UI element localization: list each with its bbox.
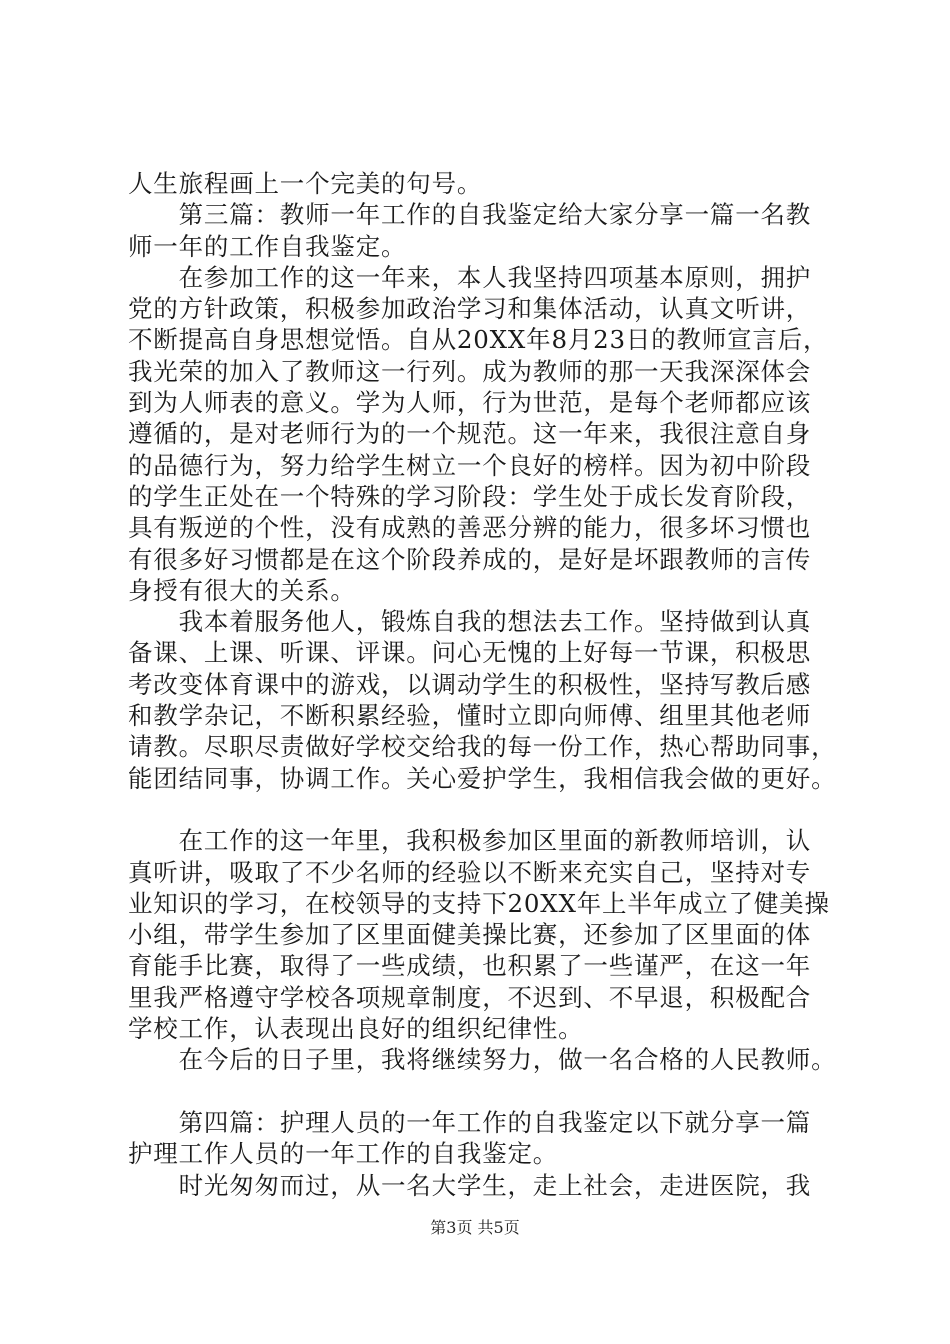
text-line: 在今后的日子里，我将继续努力，做一名合格的人民教师。	[128, 1045, 837, 1075]
text-line: 能团结同事，协调工作。关心爱护学生，我相信我会做的更好。	[128, 763, 837, 793]
text-line: 我本着服务他人，锻炼自我的想法去工作。坚持做到认真	[128, 607, 812, 637]
document-body	[128, 168, 840, 1201]
text-line: 的学生正处在一个特殊的学习阶段：学生处于成长发育阶段，	[128, 481, 812, 511]
text-line: 护理工作人员的一年工作的自我鉴定。	[128, 1139, 559, 1169]
text-line: 到为人师表的意义。学为人师，行为世范，是每个老师都应该	[128, 388, 812, 418]
text-line: 在工作的这一年里，我积极参加区里面的新教师培训，认	[128, 826, 812, 856]
text-line: 第三篇：教师一年工作的自我鉴定给大家分享一篇一名教	[128, 200, 812, 230]
text-line: 有很多好习惯都是在这个阶段养成的，是好是坏跟教师的言传	[128, 544, 812, 574]
text-line: 育能手比赛，取得了一些成绩，也积累了一些谨严，在这一年	[128, 951, 812, 981]
text-line: 人生旅程画上一个完美的句号。	[128, 169, 483, 198]
text-line: 师一年的工作自我鉴定。	[128, 231, 407, 261]
page-footer	[0, 1217, 950, 1239]
text-line: 第四篇：护理人员的一年工作的自我鉴定以下就分享一篇	[128, 1107, 812, 1137]
text-line: 时光匆匆而过，从一名大学生，走上社会，走进医院，我	[128, 1170, 812, 1200]
text-line: 学校工作，认表现出良好的组织纪律性。	[128, 1014, 584, 1044]
text-line: 具有叛逆的个性，没有成熟的善恶分辨的能力，很多坏习惯也	[128, 513, 812, 543]
text-line: 小组，带学生参加了区里面健美操比赛，还参加了区里面的体	[128, 920, 812, 950]
text-line: 在参加工作的这一年来，本人我坚持四项基本原则，拥护	[128, 262, 812, 292]
text-line: 考改变体育课中的游戏，以调动学生的积极性，坚持写教后感	[128, 669, 812, 699]
text-line: 不断提高自身思想觉悟。自从20XX年8月23日的教师宣言后，	[128, 325, 829, 355]
page-number: 第3页 共5页	[430, 1218, 520, 1237]
text-line: 我光荣的加入了教师这一行列。成为教师的那一天我深深体会	[128, 356, 812, 386]
text-line: 真听讲，吸取了不少名师的经验以不断来充实自己，坚持对专	[128, 857, 812, 887]
text-line: 请教。尽职尽责做好学校交给我的每一份工作，热心帮助同事，	[128, 732, 837, 762]
text-line: 党的方针政策，积极参加政治学习和集体活动，认真文听讲，	[128, 294, 812, 324]
text-line: 业知识的学习，在校领导的支持下20XX年上半年成立了健美操	[128, 888, 830, 918]
blank-line	[128, 794, 840, 825]
text-line: 和教学杂记，不断积累经验，懂时立即向师傅、组里其他老师	[128, 701, 812, 731]
text-line: 的品德行为，努力给学生树立一个良好的榜样。因为初中阶段	[128, 450, 812, 480]
text-line: 身授有很大的关系。	[128, 575, 356, 605]
text-line: 里我严格遵守学校各项规章制度，不迟到、不早退，积极配合	[128, 982, 812, 1012]
blank-line	[128, 1076, 840, 1107]
text-line: 遵循的，是对老师行为的一个规范。这一年来，我很注意自身	[128, 419, 812, 449]
text-line: 备课、上课、听课、评课。问心无愧的上好每一节课，积极思	[128, 638, 812, 668]
